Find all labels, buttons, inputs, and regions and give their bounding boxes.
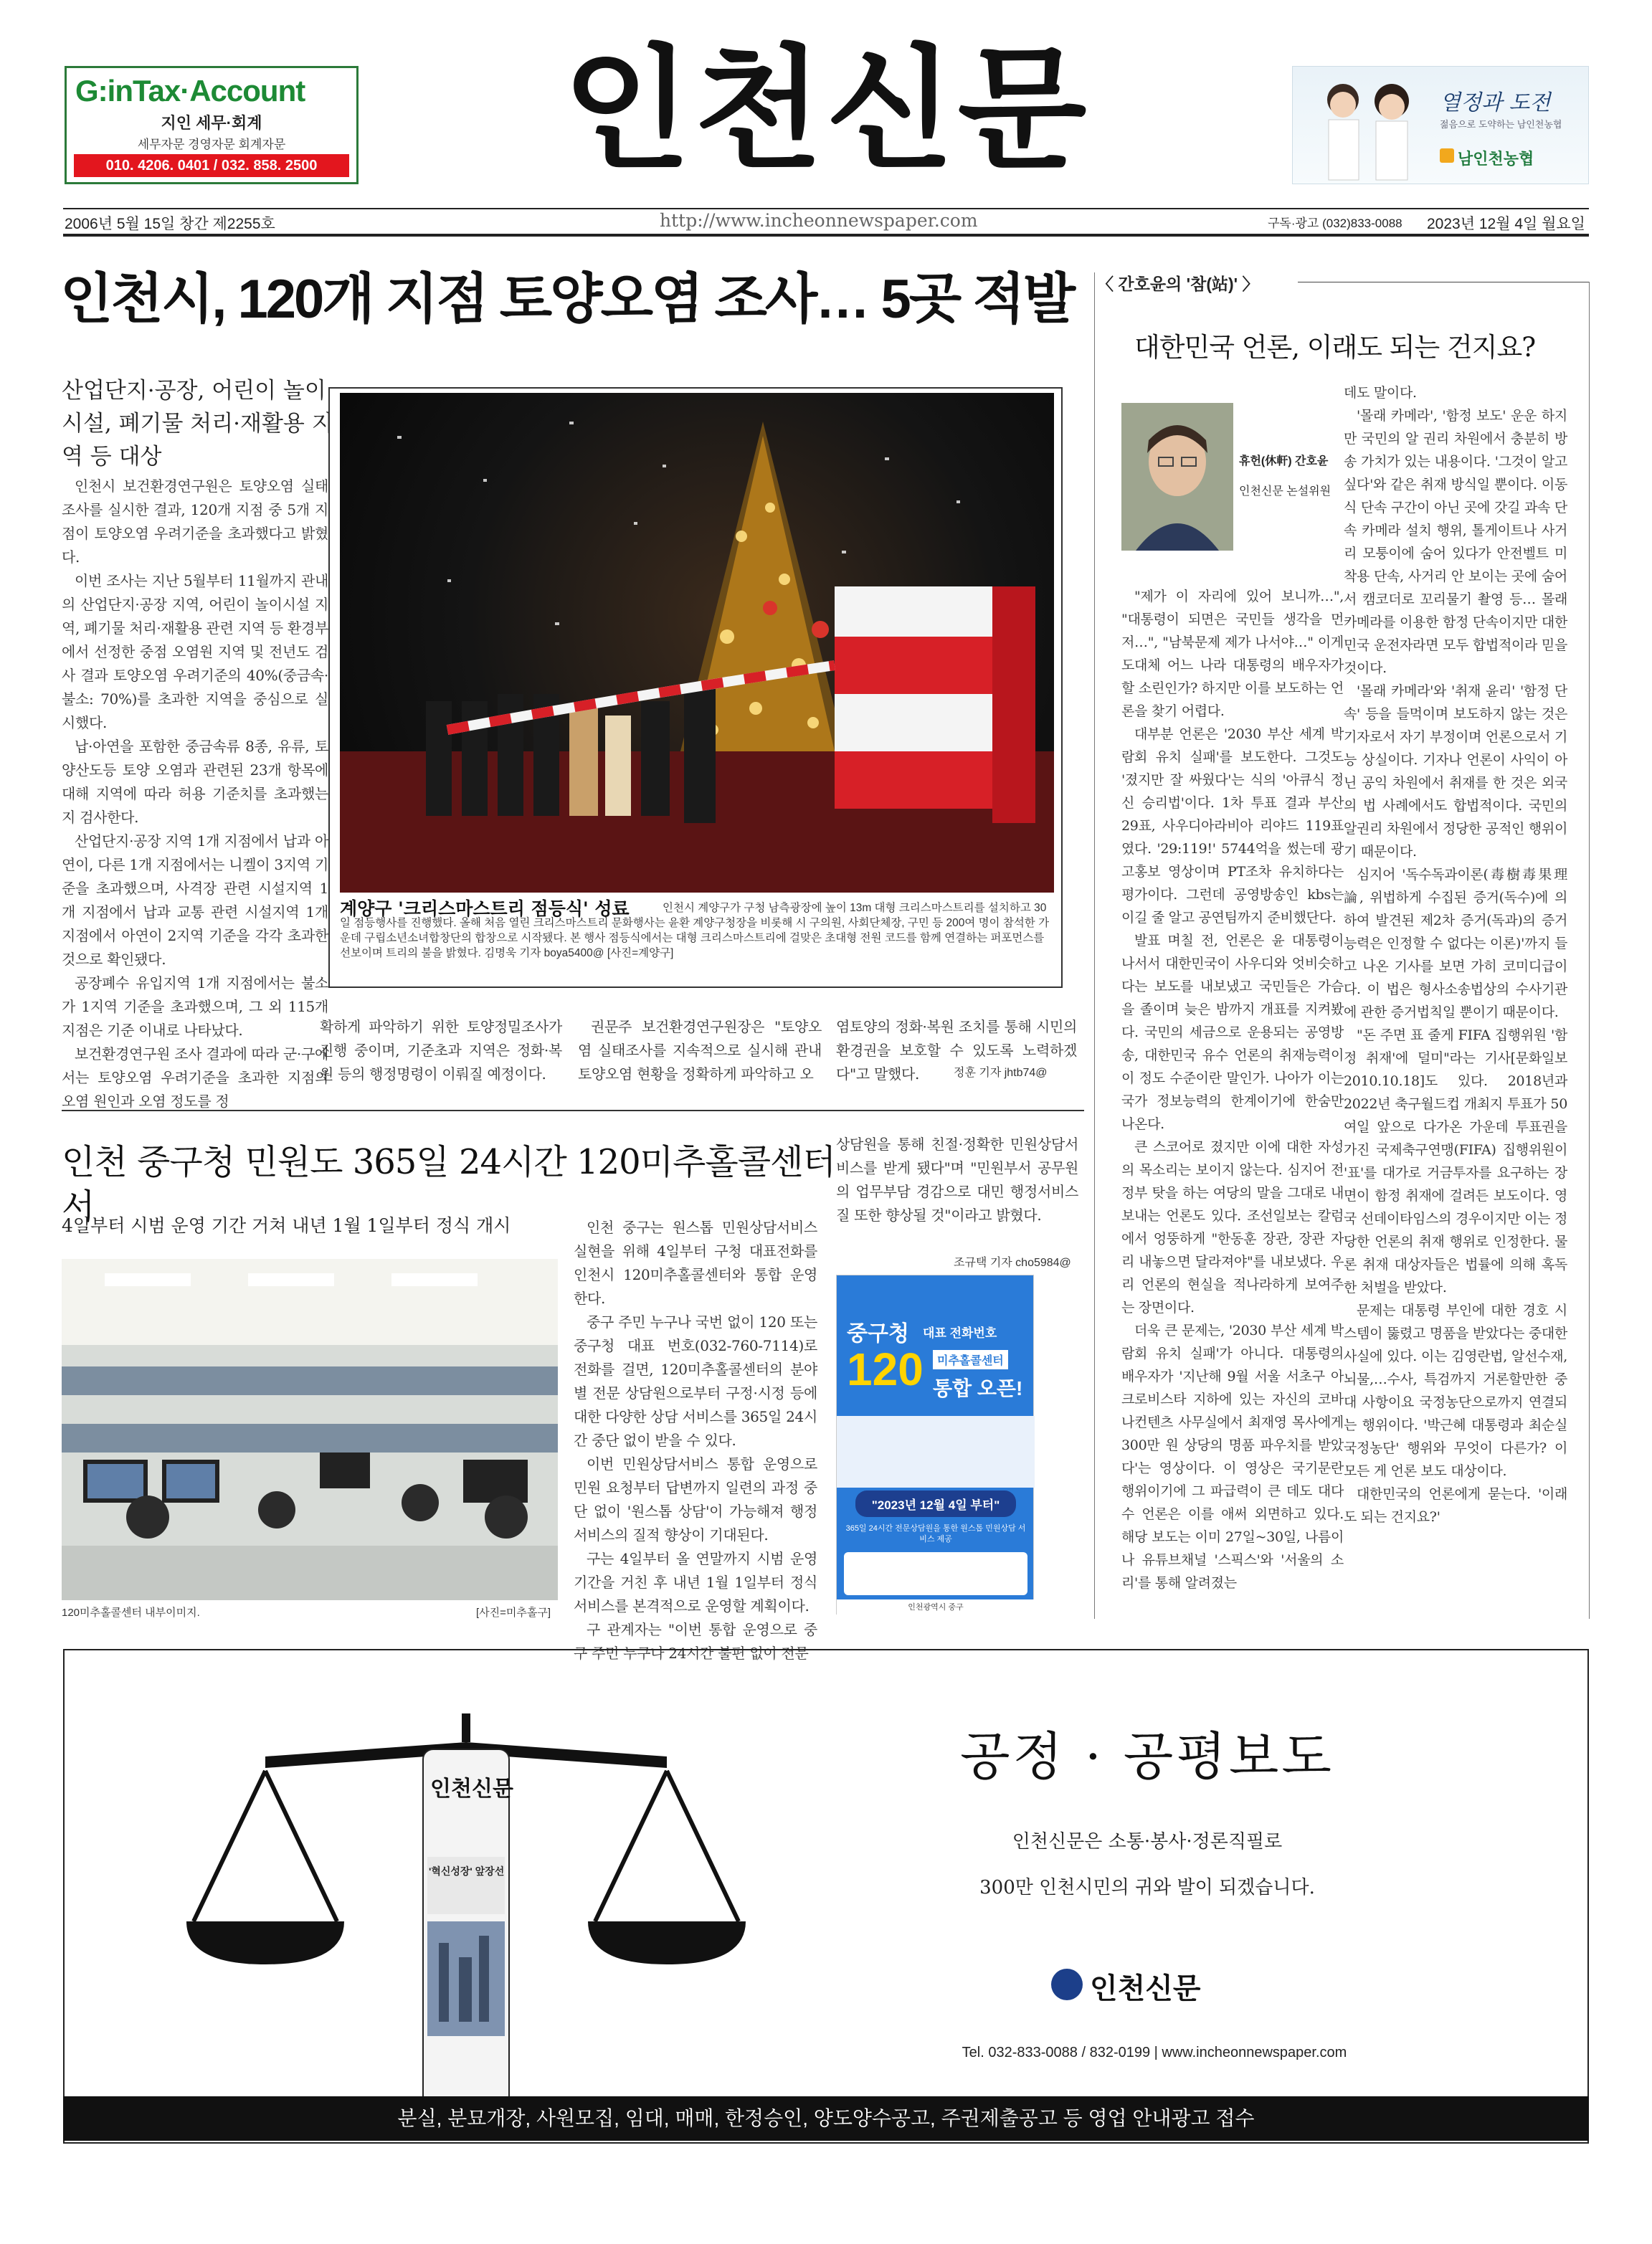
column-para: 심지어 '독수독과이론(毒樹毒果理論, 위법하게 수집된 증거(독수)에 의하여 발견된 제2차 증거(독과)의 증거능력은 인정할 수 없다는 이론)'까지 들고 나온 기사를 보면 가히 코미디급이다. 이 법은 형사소송법상의 수사기관에 관한 증거법칙일 뿐이기 때문이다. (1344, 867, 1567, 1020)
columnist-portrait (1121, 403, 1233, 551)
lead-para: 권문주 보건환경연구원장은 "토양오염 실태조사를 지속적으로 실시해 관내 토양오염 현황을 정확하게 파악하고 오 (578, 1018, 822, 1083)
scale-paper-title: 인천신문 (430, 1777, 513, 1802)
column-para: 문제는 대통령 부인에 대한 경호 시스템이 뚫렸고 명품을 받았다는 중대한 사실에 있다. 이는 김영란법, 알선수재, 뇌물,…수사, 특검까지 거론할만한 중대 사항이요 국정농단으로까지 연결되는 행위이다. '박근혜 대통령과 최순실 국정농단' 행위와 무엇이 다른가? 이 모든 게 언론 보도 대상이다. (1344, 1303, 1567, 1479)
poster-footer: 인천광역시 중구 (837, 1599, 1035, 1615)
lead-photo-caption: 인천시 계양구가 구청 남측광장에 높이 13m 대형 크리스마스트리를 설치하고 30일 점등행사를 진행했다. 올해 처음 열린 크리스마스트리 문화행사는 윤환 계양구청장을 비롯해 시 구의원, 사회단체장, 구민 등 200여 명이 참석한 가운데 구립소년소녀합창단의 합창으로 시작됐다. 본 행사 점등식에서는 대형 크리스마스트리에 걸맞은 초대형 전원 코드를 함께 연결하는 퍼포먼스를 선보이며 트리의 불을 밝혔다. 김명욱 기자 boya5400@ [사진=계양구] (340, 902, 1050, 959)
lead-para: 염토양의 정화·복원 조치를 통해 시민의 환경권을 보호할 수 있도록 노력하겠다"고 말했다. (836, 1018, 1077, 1083)
newspaper-title[interactable]: 인천신문 (562, 30, 1090, 187)
nh-logo-icon (1440, 148, 1454, 163)
poster-date: "2023년 12월 4일 부터" (855, 1491, 1016, 1517)
promo-line-1: 인천신문은 소통·봉사·정론직필로 (1012, 1831, 1283, 1853)
bottom-ad-bar: 분실, 분묘개장, 사원모집, 임대, 매매, 한정승인, 양도양수공고, 주권제출공고 등 영업 안내광고 접수 (63, 2096, 1589, 2141)
call-center-illustration (62, 1259, 558, 1600)
promo-contact[interactable]: Tel. 032-833-0088 / 832-0199 | www.incheonnewspaper.com (962, 2045, 1347, 2060)
poster-info-box (844, 1552, 1027, 1595)
right-ad-brand: 남인천농협 (1458, 150, 1534, 168)
left-ad-sub: 지인 세무·회계 (161, 114, 262, 132)
right-ad-slogan: 열정과 도전 (1440, 90, 1551, 115)
poster-sub3: 통합 오픈! (933, 1377, 1023, 1399)
lead-byline: 정훈 기자 jhtb74@ (954, 1067, 1048, 1079)
column-para: 발표 며칠 전, 언론은 윤 대통령이 나서서 대한민국이 사우디와 엇비슷하다는 보도를 내보냈고 국민들은 가슴을 졸이며 늦은 밤까지 개표를 지켜봤다. 국민의 세금으로 운용되는 공영방송, 대한민국 유수 언론의 취재능력이 이 정도 수준이란 말인가. 나아가 이는 국가 정보능력의 한계이기에 한숨만 나온다. (1121, 933, 1344, 1132)
second-col-1 (574, 1216, 817, 1665)
left-ad-services: 세무자문 경영자문 회계자문 (137, 138, 286, 151)
second-para: 중구 주민 누구나 국번 없이 120 또는 중구청 대표 번호(032-760-7114)로 전화를 걸면, 120미추홀콜센터의 분야별 전문 상담원으로부터 구정·시정 등에 대한 다양한 상담 서비스를 365일 24시간 중단 없이 받을 수 있다. (574, 1313, 817, 1449)
poster-desc: 365일 24시간 전문상담원을 통한 원스톱 민원상담 서비스 제공 (845, 1524, 1026, 1544)
columnist-photo (1121, 403, 1233, 551)
call-center-photo[interactable] (62, 1259, 558, 1600)
column-para: "돈 주면 표 줄게 FIFA 집행위원 '함정 취재'에 덜미"라는 기사[문화일보 2010.10.18]도 있다. 2018년과 2022년 축구월드컵 개최지 투표가 50여일 앞으로 다가온 가운데 투표권을 가진 국제축구연맹(FIFA) 집행위원이 '표'를 대가로 거금투자를 요구하는 장면이 함정 취재에 걸려든 보도이다. 영국 선데이타임스의 경우이지만 이는 정당한 언론의 취재 행위로 인정한다. 물론 취재 대상자들은 법률에 의해 혹독한 처벌을 받았다. (1344, 1027, 1567, 1295)
left-ad-brand: G:inTax·Account (75, 74, 305, 108)
column-divider (1094, 272, 1095, 1619)
poster-illustration (837, 1416, 1035, 1488)
poster-num: 120 (847, 1344, 924, 1395)
call-center-caption-right: [사진=미추홀구] (476, 1607, 551, 1619)
column-para: 대부분 언론은 '2030 부산 세계 박람회 유치 실패'를 보도한다. 그것도 '졌지만 잘 싸웠다'는 식의 '아큐식 정신 승리법'이다. 1차 투표 결과 부산 29표, 사우디아라비아 리야드 119표였다. '29:119!' 5744억을 썼는데 광고홍보 영상이며 PT조차 유치하다는 평가이다. 그런데 공영방송인 kbs는 이길 줄 알고 공연팀까지 준비했단다. (1121, 726, 1344, 926)
lead-para: 공장폐수 유입지역 1개 지점에서는 불소가 1지역 기준을 초과했으며, 그 외 115개 지점은 기준 이내로 나타났다. (62, 974, 328, 1039)
promo-logo-icon (1051, 1969, 1083, 2000)
column-para: "제가 이 자리에 있어 보니까…", "대통령이 되면은 국민들 생각을 먼저…", "남북문제 제가 나서야…" 이게 도대체 어느 나라 대통령의 배우자가 할 소린인가? 하지만 이를 보도하는 언론을 찾기 어렵다. (1121, 589, 1344, 719)
lead-para: 납·아연을 포함한 중금속류 8종, 유류, 토양산도등 토양 오염과 관련된 23개 항목에 대해 지역에 따라 허용 기준치를 초과했는지 검사한다. (62, 738, 328, 826)
masthead-rule-top (63, 208, 1589, 209)
callcenter-poster[interactable] (836, 1275, 1034, 1615)
right-ad[interactable] (1292, 66, 1589, 184)
column-col-b (1121, 585, 1344, 1594)
call-center-caption-left: 120미추홀콜센터 내부이미지. (62, 1607, 200, 1619)
second-byline: 조규택 기자 cho5984@ (954, 1257, 1071, 1269)
columnist-title: 인천신문 논설위원 (1239, 485, 1331, 498)
lead-subhead: 산업단지·공장, 어린이 놀이시설, 폐기물 처리·재활용 지역 등 대상 (62, 378, 333, 470)
poster-sub1: 대표 전화번호 (923, 1326, 997, 1340)
christmas-tree-photo[interactable] (340, 393, 1054, 893)
right-ad-small: 젊음으로 도약하는 남인천농협 (1440, 119, 1562, 130)
promo-title: 공정 · 공평보도 (960, 1726, 1334, 1787)
second-para: 구는 4일부터 올 연말까지 시범 운영 기간을 거친 후 내년 1월 1일부터 정식 서비스를 본격적으로 운영할 계획이다. (574, 1550, 817, 1615)
left-ad-phone: 010. 4206. 0401 / 032. 858. 2500 (74, 154, 349, 177)
masthead-rule-bottom (63, 234, 1589, 237)
second-headline[interactable]: 인천 중구청 민원도 365일 24시간 120미추홀콜센터서 (62, 1142, 835, 1227)
section-divider (62, 1110, 1084, 1111)
giant-plug (835, 586, 1035, 823)
scales-of-justice[interactable] (179, 1706, 753, 2122)
poster-sub2: 미추홀콜센터 (933, 1350, 1008, 1369)
lead-para: 산업단지·공장 지역 1개 지점에서 납과 아연이, 다른 1개 지점에서는 니켈이 3지역 기준을 초과했으며, 사격장 관련 시설지역 1개 지점에서 납과 교통 관련 시설지역 1개 지점에서 아연이 2지역 기준을 각각 초과한 것으로 확인됐다. (62, 832, 328, 968)
column-col-a (1344, 381, 1567, 1529)
left-ad[interactable] (65, 66, 359, 184)
column-para: 데도 말이다. (1344, 385, 1417, 401)
column-para: 큰 스코어로 졌지만 이에 대한 자성의 목소리는 보이지 않는다. 심지어 전 정부 탓을 하는 여당의 말을 그대로 내보내는 언론도 있다. 조선일보는 칼럼에서 엉뚱하게 "한동훈 장관, 장관 자리 내놓으면 달라져야"를 내보냈다. 우리 언론의 현실을 적나라하게 보여주는 장면이다. (1121, 1139, 1344, 1316)
column-tag: 〈 간호윤의 '참(站)' 〉 (1097, 275, 1259, 293)
second-para: 이번 민원상담서비스 통합 운영으로 민원 요청부터 답변까지 일련의 과정 중단 없이 '원스톱 상담'이 가능해져 행정서비스의 질적 향상이 기대된다. (574, 1455, 817, 1544)
second-para: 상담원을 통해 친절·정확한 민원상담서비스를 받게 됐다"며 "민원부서 공무원의 업무부담 경감으로 대민 행정서비스 질 또한 향상될 것"이라고 밝혔다. (836, 1136, 1078, 1224)
masthead (0, 0, 1652, 232)
children-photo (1307, 72, 1422, 180)
lead-para: 이번 조사는 지난 5월부터 11월까지 관내의 산업단지·공장 지역, 어린이 놀이시설 지역, 폐기물 처리·재활용 관련 지역 등 환경부에서 선정한 중점 오염원 지역 및 전년도 검사 결과 토양오염 우려기준의 40%(중금속·불소: 70%)를 초과한 지역을 중심으로 실시했다. (62, 572, 328, 731)
lead-col-3 (578, 1015, 822, 1086)
column-headline[interactable]: 대한민국 언론, 이래도 되는 건지요? (1134, 332, 1536, 363)
second-para: 인천 중구는 원스톱 민원상담서비스 실현을 위해 4일부터 구청 대표전화를 인천시 120미추홀콜센터와 통합 운영한다. (574, 1219, 817, 1307)
column-para: '몰래 카메라', '함정 보도' 운운 하지만 국민의 알 권리 차원에서 충분히 방송 가치가 있는 내용이다. '그것이 알고 싶다'와 같은 취재 방식일 뿐이다. 이동식 단속 구간이 아닌 곳에 갓길 과속 단속 카메라 설치 행위, 톨게이트나 사거리 모퉁이에 숨어 있다가 안전벨트 미착용 단속, 사거리 안 보이는 곳에 숨어서 캠코더로 꼬리물기 촬영 등… 몰래 카메라를 이용한 함정 단속이지만 대한민국 운전자라면 모두 합법적이라 믿을 것이다. (1344, 408, 1567, 676)
tree-illustration (340, 393, 1054, 893)
lead-para: 확하게 파악하기 위한 토양정밀조사가 진행 중이며, 기준초과 지역은 정화·복원 등의 행정명령이 이뤄질 예정이다. (320, 1018, 562, 1083)
column-para: 더욱 큰 문제는, '2030 부산 세계 박람회 유치 실패'가 아니다. 대통령의 배우자가 '지난해 9월 서울 서초구 아크로비스타 지하에 있는 자신의 코바나컨텐츠 사무실에서 최재영 목사에게 300만 원 상당의 명품 파우치를 받았다'는 영상이다. 이 영상은 국기문란 행위이기에 그 파급력이 큰 데도 대다수 언론은 이를 애써 외면하고 있다. 해당 보도는 이미 27일~30일, 나름이나 유튜브채널 '스픽스'와 '서울의 소리'를 통해 알려졌는 (1121, 1323, 1344, 1591)
site-url[interactable]: http://www.incheonnewspaper.com (660, 210, 978, 231)
column-box-right (1589, 282, 1590, 1619)
founded-info: 2006년 5월 15일 창간 제2255호 (65, 216, 275, 232)
lead-para: 보건환경연구원 조사 결과에 따라 군·구에서는 토양오염 우려기준을 초과한 지점의 오염 원인과 오염 정도를 정 (62, 1045, 328, 1110)
issue-date: 2023년 12월 4일 월요일 (1427, 216, 1585, 232)
promo-logo-text[interactable]: 인천신문 (1090, 1973, 1201, 2005)
lead-photo-title: 계양구 '크리스마스트리 점등식' 성료 (340, 898, 630, 919)
lead-col-1 (62, 475, 328, 1113)
second-subhead: 4일부터 시범 운영 기간 거쳐 내년 1월 1일부터 정식 개시 (62, 1215, 511, 1236)
lead-col-2 (320, 1015, 562, 1086)
second-col-2 (836, 1133, 1078, 1227)
subscription-info: 구독·광고 (032)833-0088 (1268, 217, 1402, 230)
poster-title: 중구청 (847, 1322, 909, 1346)
second-para: 구 관계자는 "이번 통합 운영으로 중구 주민 누구나 24시간 불편 없이 전문 (574, 1621, 817, 1662)
column-para: '몰래 카메라'와 '취재 윤리' '함정 단속' 등을 들먹이며 보도하지 않는 것은 기자로서 자기 부정이며 언론으로서 기능 상실이다. 기자나 언론이 사익이 아닌 공익 차원에서 취재를 한 것은 외국의 법 사례에서도 합법적이다. 국민의 알권리 차원에서 정당한 공적인 행위이기 때문이다. (1344, 683, 1567, 860)
column-para: 대한민국의 언론에게 묻는다. '이래도 되는 건지요?' (1344, 1486, 1567, 1525)
lead-para: 인천시 보건환경연구원은 토양오염 실태조사를 실시한 결과, 120개 지점 중 5개 지점이 토양오염 우려기준을 초과했다고 밝혔다. (62, 477, 328, 566)
columnist-name: 휴헌(休軒) 간호윤 (1239, 455, 1329, 467)
scale-paper-head: '혁신성장' 앞장선 (429, 1865, 505, 1877)
promo-line-2: 300만 인천시민의 귀와 발이 되겠습니다. (979, 1877, 1315, 1898)
lead-headline[interactable]: 인천시, 120개 지점 토양오염 조사… 5곳 적발 (60, 269, 1074, 330)
